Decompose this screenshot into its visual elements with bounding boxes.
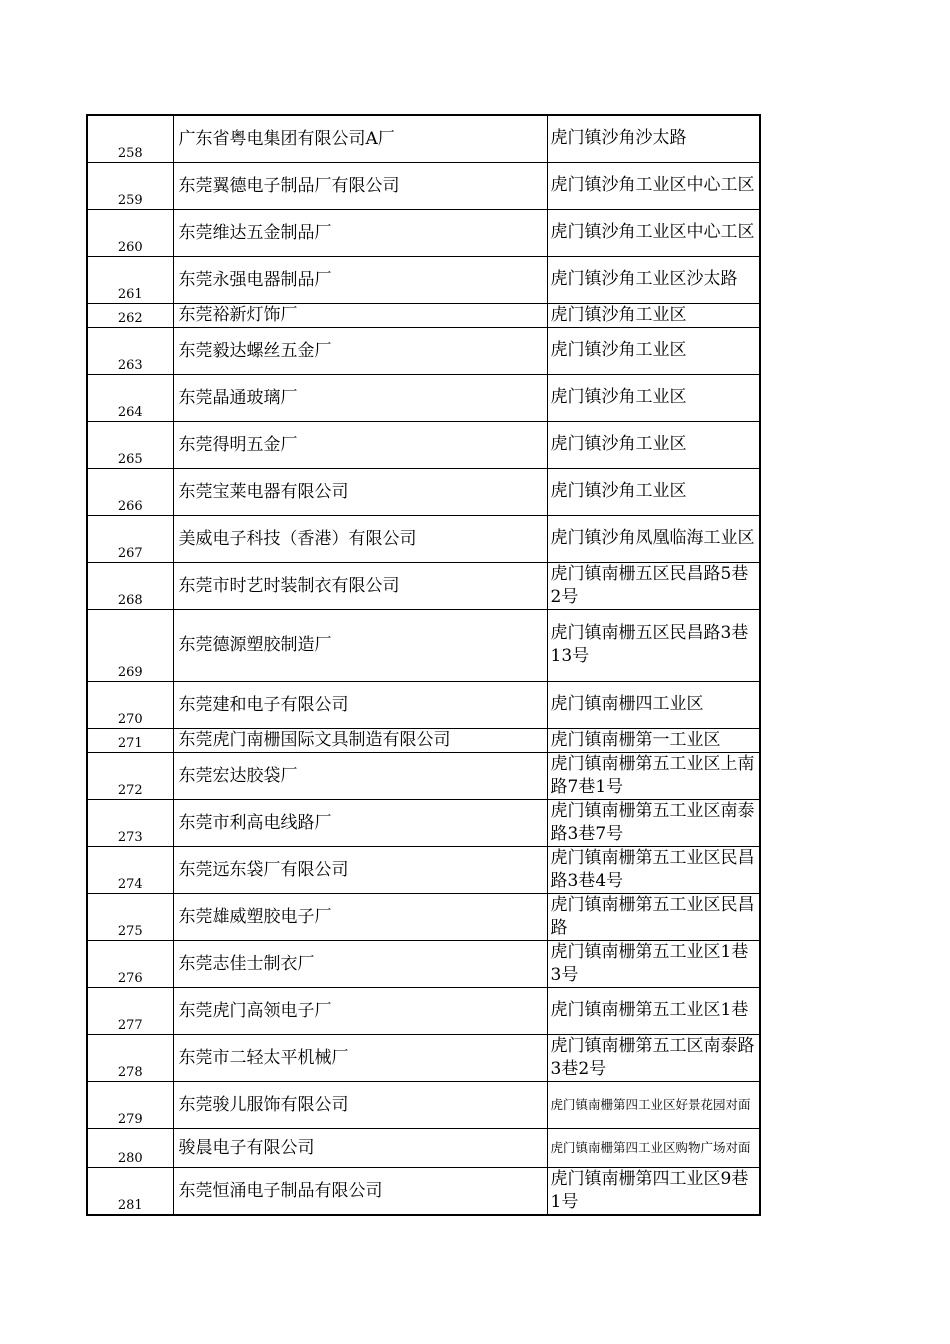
company-name: 东莞裕新灯饰厂 — [173, 303, 547, 327]
table-row — [87, 1167, 760, 1215]
table-row — [87, 303, 760, 327]
company-address: 虎门镇沙角沙太路 — [547, 115, 760, 162]
company-address: 虎门镇南栅第五工业区民昌路3巷4号 — [547, 846, 760, 893]
company-name: 东莞市利高电线路厂 — [173, 799, 547, 846]
row-number: 265 — [87, 421, 173, 468]
table-row — [87, 115, 760, 162]
row-number: 266 — [87, 468, 173, 515]
company-name: 东莞骏儿服饰有限公司 — [173, 1081, 547, 1128]
company-name: 东莞虎门南栅国际文具制造有限公司 — [173, 728, 547, 752]
row-number: 267 — [87, 515, 173, 562]
table-row — [87, 327, 760, 374]
company-name: 美威电子科技（香港）有限公司 — [173, 515, 547, 562]
company-address: 虎门镇沙角工业区沙太路 — [547, 256, 760, 303]
company-address: 虎门镇南栅第五工业区1巷 — [547, 987, 760, 1034]
company-address: 虎门镇沙角工业区 — [547, 327, 760, 374]
table-row — [87, 256, 760, 303]
row-number: 276 — [87, 940, 173, 987]
company-name: 东莞志佳士制衣厂 — [173, 940, 547, 987]
company-name: 东莞永强电器制品厂 — [173, 256, 547, 303]
row-number: 260 — [87, 209, 173, 256]
company-name: 东莞市二轻太平机械厂 — [173, 1034, 547, 1081]
company-address: 虎门镇南栅五区民昌路3巷13号 — [547, 609, 760, 681]
row-number: 261 — [87, 256, 173, 303]
company-address: 虎门镇南栅第四工业区9巷1号 — [547, 1167, 760, 1215]
row-number: 271 — [87, 728, 173, 752]
row-number: 269 — [87, 609, 173, 681]
company-address: 虎门镇南栅第一工业区 — [547, 728, 760, 752]
company-name: 东莞虎门高领电子厂 — [173, 987, 547, 1034]
company-name: 东莞毅达螺丝五金厂 — [173, 327, 547, 374]
company-address: 虎门镇南栅第四工业区购物广场对面 — [547, 1128, 760, 1167]
company-address: 虎门镇南栅四工业区 — [547, 681, 760, 728]
company-name: 东莞德源塑胶制造厂 — [173, 609, 547, 681]
company-address: 虎门镇沙角工业区中心工区 — [547, 209, 760, 256]
company-address: 虎门镇沙角凤凰临海工业区 — [547, 515, 760, 562]
company-name: 东莞建和电子有限公司 — [173, 681, 547, 728]
table-row — [87, 609, 760, 681]
table-body — [87, 115, 760, 1215]
company-name: 东莞得明五金厂 — [173, 421, 547, 468]
row-number: 268 — [87, 562, 173, 609]
table-row — [87, 1128, 760, 1167]
table-row — [87, 752, 760, 799]
row-number: 274 — [87, 846, 173, 893]
company-name: 东莞市时艺时装制衣有限公司 — [173, 562, 547, 609]
row-number: 279 — [87, 1081, 173, 1128]
table-row — [87, 1081, 760, 1128]
row-number: 270 — [87, 681, 173, 728]
company-address: 虎门镇南栅第五工业区1巷3号 — [547, 940, 760, 987]
company-name: 东莞远东袋厂有限公司 — [173, 846, 547, 893]
table-row — [87, 987, 760, 1034]
company-name: 东莞恒涌电子制品有限公司 — [173, 1167, 547, 1215]
table-row — [87, 562, 760, 609]
company-name: 东莞雄威塑胶电子厂 — [173, 893, 547, 940]
row-number: 263 — [87, 327, 173, 374]
company-name: 东莞宝莱电器有限公司 — [173, 468, 547, 515]
company-address: 虎门镇沙角工业区 — [547, 374, 760, 421]
company-name: 广东省粤电集团有限公司A厂 — [173, 115, 547, 162]
table-row — [87, 728, 760, 752]
row-number: 264 — [87, 374, 173, 421]
table-row — [87, 162, 760, 209]
company-address: 虎门镇南栅第五工业区南泰路3巷7号 — [547, 799, 760, 846]
company-table — [86, 114, 761, 1216]
table-row — [87, 799, 760, 846]
row-number: 258 — [87, 115, 173, 162]
row-number: 281 — [87, 1167, 173, 1215]
company-name: 骏晨电子有限公司 — [173, 1128, 547, 1167]
company-address: 虎门镇南栅五区民昌路5巷2号 — [547, 562, 760, 609]
row-number: 278 — [87, 1034, 173, 1081]
company-address: 虎门镇南栅第五工业区民昌路 — [547, 893, 760, 940]
company-address: 虎门镇南栅第四工业区好景花园对面 — [547, 1081, 760, 1128]
table-row — [87, 421, 760, 468]
row-number: 272 — [87, 752, 173, 799]
company-name: 东莞维达五金制品厂 — [173, 209, 547, 256]
row-number: 280 — [87, 1128, 173, 1167]
table-row — [87, 515, 760, 562]
company-address: 虎门镇沙角工业区 — [547, 468, 760, 515]
company-address: 虎门镇南栅第五工区南泰路3巷2号 — [547, 1034, 760, 1081]
row-number: 275 — [87, 893, 173, 940]
company-name: 东莞宏达胶袋厂 — [173, 752, 547, 799]
company-address: 虎门镇沙角工业区 — [547, 421, 760, 468]
company-address: 虎门镇沙角工业区 — [547, 303, 760, 327]
company-address: 虎门镇南栅第五工业区上南路7巷1号 — [547, 752, 760, 799]
row-number: 273 — [87, 799, 173, 846]
table-row — [87, 681, 760, 728]
row-number: 277 — [87, 987, 173, 1034]
row-number: 262 — [87, 303, 173, 327]
table-row — [87, 209, 760, 256]
table-row — [87, 893, 760, 940]
table-row — [87, 846, 760, 893]
row-number: 259 — [87, 162, 173, 209]
table-row — [87, 374, 760, 421]
company-name: 东莞翼德电子制品厂有限公司 — [173, 162, 547, 209]
table-row — [87, 468, 760, 515]
company-address: 虎门镇沙角工业区中心工区 — [547, 162, 760, 209]
company-name: 东莞晶通玻璃厂 — [173, 374, 547, 421]
table-row — [87, 1034, 760, 1081]
table-row — [87, 940, 760, 987]
